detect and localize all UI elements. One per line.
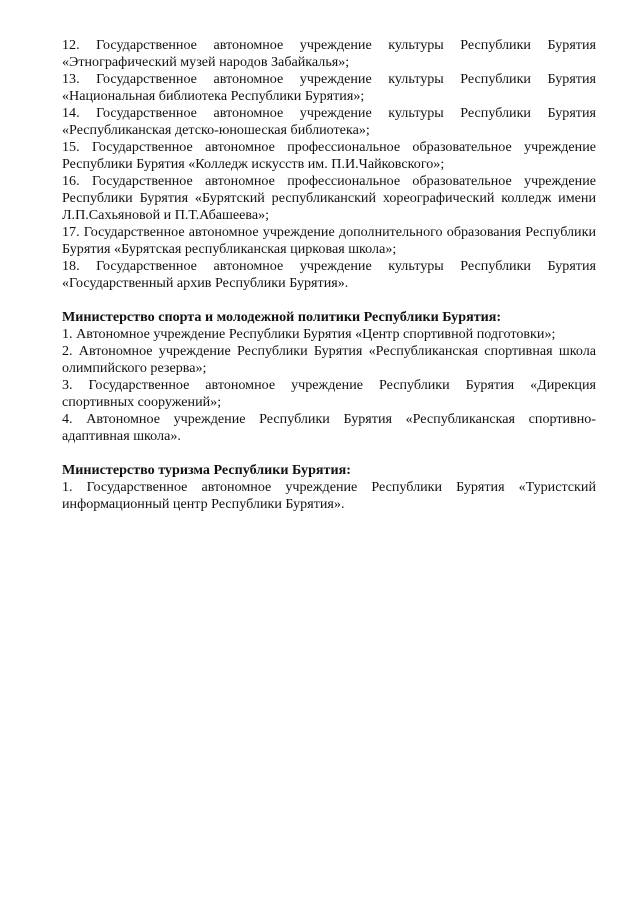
- list-item: 1. Автономное учреждение Республики Бурятия «Центр спортивной подготовки»;: [62, 326, 556, 342]
- tourism-ministry-section: [62, 462, 596, 513]
- list-item: 4. Автономное учреждение Республики Бурятия «Республиканская спортивно-адаптивная школа».: [62, 411, 596, 444]
- list-item: 12. Государственное автономное учреждение культуры Республики Бурятия «Этнографический музей народов Забайкалья»;: [62, 37, 596, 70]
- list-item: 1. Государственное автономное учреждение Республики Бурятия «Туристский информационный центр Республики Бурятия».: [62, 479, 596, 512]
- list-item: 13. Государственное автономное учреждение культуры Республики Бурятия «Национальная библиотека Республики Бурятия»;: [62, 71, 596, 104]
- list-item: 18. Государственное автономное учреждение культуры Республики Бурятия «Государственный архив Республики Бурятия».: [62, 258, 596, 291]
- sport-ministry-section: [62, 309, 596, 445]
- section-heading: Министерство туризма Республики Бурятия:: [62, 462, 351, 478]
- culture-list: [62, 37, 596, 292]
- section-heading: Министерство спорта и молодежной политики Республики Бурятия:: [62, 309, 502, 325]
- list-item: 16. Государственное автономное профессиональное образовательное учреждение Республики Бурятия «Бурятский республиканский хореографический колледж имени Л.П.Сахьяновой и П.Т.Абашеева»;: [62, 173, 596, 223]
- list-item: 17. Государственное автономное учреждение дополнительного образования Республики Бурятия «Бурятская республиканская цирковая школа»;: [62, 224, 596, 257]
- list-item: 3. Государственное автономное учреждение Республики Бурятия «Дирекция спортивных сооружений»;: [62, 377, 596, 410]
- document-page: [62, 37, 596, 513]
- list-item: 14. Государственное автономное учреждение культуры Республики Бурятия «Республиканская детско-юношеская библиотека»;: [62, 105, 596, 138]
- list-item: 15. Государственное автономное профессиональное образовательное учреждение Республики Бурятия «Колледж искусств им. П.И.Чайковского»;: [62, 139, 596, 172]
- list-item: 2. Автономное учреждение Республики Бурятия «Республиканская спортивная школа олимпийского резерва»;: [62, 343, 596, 376]
